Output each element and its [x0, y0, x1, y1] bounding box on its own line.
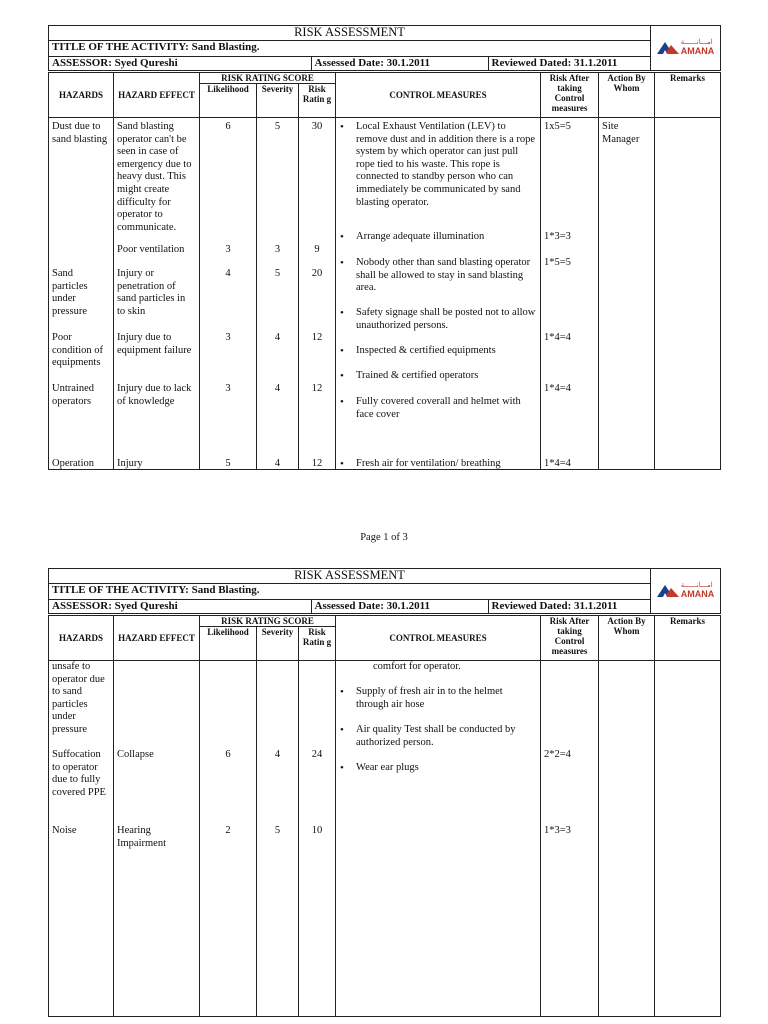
likelihood-value: 3: [225, 383, 231, 394]
page-1: [48, 25, 720, 470]
col-action-by: Action By Whom: [599, 73, 655, 118]
risk-after-value: 1*4=4: [544, 458, 571, 469]
effect-item: Injury: [117, 458, 143, 469]
assessor: ASSESSOR: Syed Qureshi: [49, 600, 311, 613]
risk-value: 10: [311, 825, 323, 836]
risk-value: 9: [314, 244, 320, 255]
risk-value: 12: [311, 458, 323, 469]
logo-latin-text: AMANA: [680, 46, 715, 56]
hazard-item: Sand particles under pressure: [52, 268, 88, 317]
page-footer: Page 1 of 3: [360, 532, 408, 543]
severity-cell: [257, 118, 299, 470]
activity-title: [49, 584, 651, 600]
severity-cell: [257, 661, 299, 1017]
remarks-cell: [655, 661, 721, 1017]
likelihood-value: 6: [225, 121, 231, 132]
likelihood-value: 6: [225, 749, 231, 760]
severity-value: 5: [274, 825, 281, 836]
activity-title: [49, 41, 651, 57]
activity-value: Sand Blasting.: [191, 41, 260, 53]
effect-item: Poor ventilation: [117, 244, 185, 255]
assessed-date: Assessed Date: 30.1.2011: [311, 57, 488, 70]
amana-logo: [657, 581, 715, 599]
risk-after-value: 1*4=4: [544, 332, 571, 343]
likelihood-value: 3: [225, 244, 231, 255]
risk-rating-cell: [299, 661, 336, 1017]
effects-cell: [114, 661, 200, 1017]
hazards-cell: [49, 118, 114, 470]
assessor: ASSESSOR: Syed Qureshi: [49, 57, 311, 70]
col-control-measures: CONTROL MEASURES: [336, 73, 541, 118]
col-remarks: Remarks: [655, 73, 721, 118]
hazards-cell: [49, 661, 114, 1017]
hazard-item: Untrained operators: [52, 383, 94, 407]
col-likelihood: Likelihood: [200, 627, 257, 661]
control-item: • Trained & certified operators: [356, 370, 536, 383]
col-risk-rating: Risk Ratin g: [299, 84, 336, 118]
col-hazard-effect: HAZARD EFFECT: [114, 616, 200, 661]
risk-value: 30: [311, 121, 323, 132]
hazard-item: Suffocation to operator due to fully covered PPE: [52, 749, 106, 798]
action-by-cell: [599, 661, 655, 1017]
risk-after-value: 1*5=5: [544, 257, 571, 268]
remarks-cell: [655, 118, 721, 470]
severity-value: 4: [274, 749, 281, 760]
col-risk-rating-score: RISK RATING SCORE: [200, 616, 336, 627]
risk-value: 12: [311, 383, 323, 394]
likelihood-value: 5: [225, 458, 231, 469]
controls-cell: [336, 118, 541, 470]
risk-value: 12: [311, 332, 323, 343]
risk-after-value: 1*3=3: [544, 825, 571, 836]
risk-after-cell: [541, 118, 599, 470]
logo-arabic-text: امـــانــــــة: [680, 581, 713, 589]
control-item: • Air quality Test shall be conducted by authorized person.: [356, 724, 536, 749]
effect-item: Injury due to equipment failure: [117, 332, 192, 356]
control-item: • Inspected & certified equipments: [356, 345, 536, 358]
control-item: • Nobody other than sand blasting operator shall be allowed to stay in sand blasting area.: [356, 257, 536, 295]
logo: [651, 26, 721, 71]
control-item: • Fully covered coverall and helmet with face cover: [356, 396, 536, 421]
control-item: • Safety signage shall be posted not to allow unauthorized persons.: [356, 307, 536, 332]
header-table: [48, 25, 721, 71]
col-control-measures: CONTROL MEASURES: [336, 616, 541, 661]
severity-value: 4: [274, 458, 281, 469]
severity-value: 5: [274, 121, 281, 132]
control-item: • Local Exhaust Ventilation (LEV) to remove dust and in addition there is a rope system by which operator can just pull rope tied to his waste. This rope is connected to standby person who can immediately be communicated by sand blasting operator.: [356, 121, 536, 209]
document-title: RISK ASSESSMENT: [49, 569, 651, 584]
reviewed-date: Reviewed Dated: 31.1.2011: [491, 57, 618, 69]
control-item: • Fresh air for ventilation/ breathing: [356, 458, 536, 471]
assessed-date: Assessed Date: 30.1.2011: [311, 600, 488, 613]
document-title: RISK ASSESSMENT: [49, 26, 651, 41]
control-item: • Supply of fresh air in to the helmet through air hose: [356, 686, 536, 711]
likelihood-value: 4: [225, 268, 231, 279]
risk-table: [48, 72, 721, 470]
reviewed-date: Reviewed Dated: 31.1.2011: [491, 600, 618, 612]
risk-rating-cell: [299, 118, 336, 470]
action-by-cell: Site Manager: [599, 118, 655, 470]
logo: [651, 569, 721, 614]
col-risk-rating: Risk Ratin g: [299, 627, 336, 661]
effects-cell: [114, 118, 200, 470]
activity-value: Sand Blasting.: [191, 584, 260, 596]
likelihood-cell: [200, 661, 257, 1017]
effect-item: Injury or penetration of sand particles in to skin: [117, 268, 186, 317]
risk-value: 24: [311, 749, 323, 760]
amana-logo: [657, 38, 715, 56]
logo-latin-text: AMANA: [680, 589, 715, 599]
col-hazards: HAZARDS: [49, 616, 114, 661]
hazard-item: Noise: [52, 825, 77, 836]
col-hazard-effect: HAZARD EFFECT: [114, 73, 200, 118]
col-risk-rating-score: RISK RATING SCORE: [200, 73, 336, 84]
severity-value: 4: [274, 383, 281, 394]
likelihood-value: 2: [225, 825, 231, 836]
page-2: [48, 568, 720, 1017]
control-continuation: comfort for operator.: [373, 661, 461, 672]
severity-value: 4: [274, 332, 281, 343]
likelihood-cell: [200, 118, 257, 470]
risk-after-value: 2*2=4: [544, 749, 571, 760]
control-item: • Wear ear plugs: [356, 762, 536, 775]
mountain-logo-icon: [657, 40, 679, 54]
mountain-logo-icon: [657, 583, 679, 597]
col-severity: Severity: [257, 627, 299, 661]
hazard-item: Dust due to sand blasting: [52, 121, 108, 145]
effect-item: Injury due to lack of knowledge: [117, 383, 192, 407]
controls-cell: [336, 661, 541, 1017]
col-remarks: Remarks: [655, 616, 721, 661]
severity-value: 5: [274, 268, 281, 279]
risk-table: [48, 615, 721, 1017]
likelihood-value: 3: [225, 332, 231, 343]
effect-item: Hearing Impairment: [117, 825, 166, 849]
activity-label: TITLE OF THE ACTIVITY:: [52, 584, 189, 596]
col-risk-after: Risk After taking Control measures: [541, 616, 599, 661]
col-risk-after: Risk After taking Control measures: [541, 73, 599, 118]
control-item: • Arrange adequate illumination: [356, 231, 536, 244]
col-likelihood: Likelihood: [200, 84, 257, 118]
effect-item: Sand blasting operator can't be seen in case of emergency due to heavy dust. This might create difficulty for operator to communicate.: [117, 121, 192, 233]
col-hazards: HAZARDS: [49, 73, 114, 118]
risk-after-value: 1*4=4: [544, 383, 571, 394]
risk-after-cell: [541, 661, 599, 1017]
risk-value: 20: [311, 268, 323, 279]
col-severity: Severity: [257, 84, 299, 118]
hazard-item: unsafe to operator due to sand particles under pressure: [52, 661, 105, 735]
header-table: [48, 568, 721, 614]
risk-after-value: 1*3=3: [544, 231, 571, 242]
risk-after-value: 1x5=5: [544, 121, 571, 132]
hazard-item: Poor condition of equipments: [52, 332, 104, 369]
effect-item: Collapse: [117, 749, 154, 760]
activity-label: TITLE OF THE ACTIVITY:: [52, 41, 189, 53]
hazard-item: Operation: [52, 458, 94, 469]
col-action-by: Action By Whom: [599, 616, 655, 661]
severity-value: 3: [274, 244, 281, 255]
logo-arabic-text: امـــانــــــة: [680, 38, 713, 46]
